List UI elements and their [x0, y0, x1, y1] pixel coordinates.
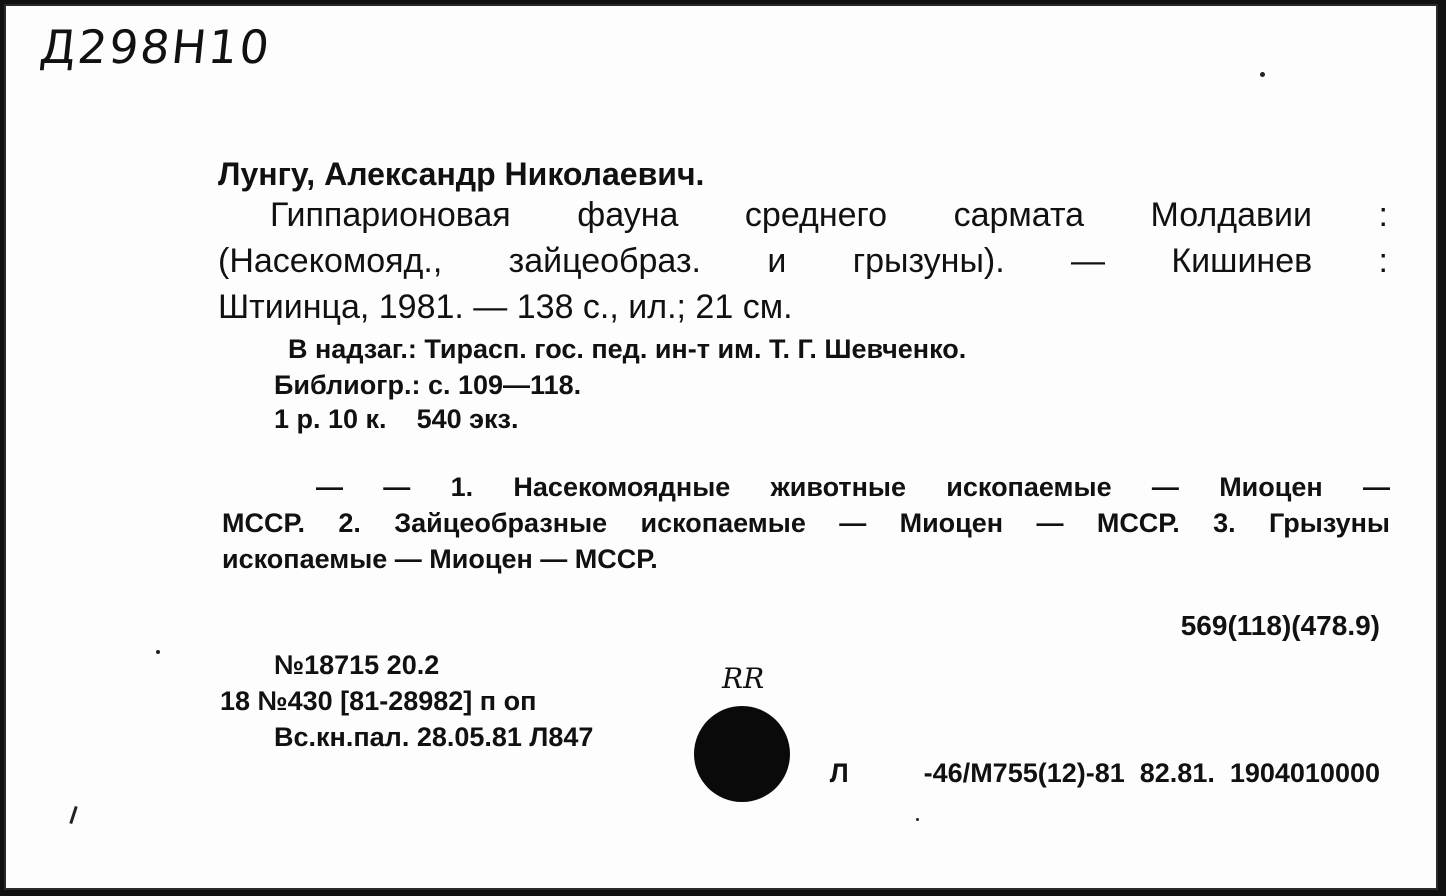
tech-line-4: Л -46/М755(12)-81 82.81. 1904010000 — [829, 758, 1380, 788]
title-line-3: Штиинца, 1981. — 138 с., ил.; 21 см. — [218, 288, 793, 326]
catalog-card — [4, 4, 1438, 890]
note-institution: В надзаг.: Тирасп. гос. пед. ин-т им. Т. Г. Шевченко. — [288, 334, 967, 364]
tech-line-1: №18715 20.2 — [274, 650, 440, 680]
subjects-line-3: ископаемые — Миоцен — МССР. — [222, 544, 658, 574]
tech-line-2: 18 №430 [81-28982] п оп — [220, 686, 537, 716]
speck-2 — [156, 650, 160, 654]
pencil-mark — [69, 806, 77, 824]
ink-stamp-blot — [694, 706, 790, 802]
author-heading: Лунгу, Александр Николаевич. — [218, 156, 705, 192]
tech-line-3: Вс.кн.пал. 28.05.81 Л847 — [274, 722, 594, 752]
udc-classification: 569(118)(478.9) — [1180, 610, 1380, 641]
speck-3 — [916, 818, 919, 821]
title-line-2: (Насекомояд., зайцеобраз. и грызуны). — Кишинев : — [218, 242, 1388, 280]
note-bibliography: Библиогр.: с. 109—118. — [274, 370, 582, 400]
note-price-copies: 1 р. 10 к. 540 экз. — [274, 404, 519, 434]
handwritten-initials: RR — [722, 662, 765, 695]
title-line-1: Гиппарионовая фауна среднего сармата Молдавии : — [270, 196, 1388, 234]
speck-1 — [1260, 72, 1265, 77]
handwritten-call-number: Д298Н10 — [37, 20, 274, 74]
subjects-line-2: МССР. 2. Зайцеобразные ископаемые — Миоцен — МССР. 3. Грызуны — [222, 508, 1390, 538]
subjects-line-1: — — 1. Насекомоядные животные ископаемые — Миоцен — — [316, 472, 1390, 502]
